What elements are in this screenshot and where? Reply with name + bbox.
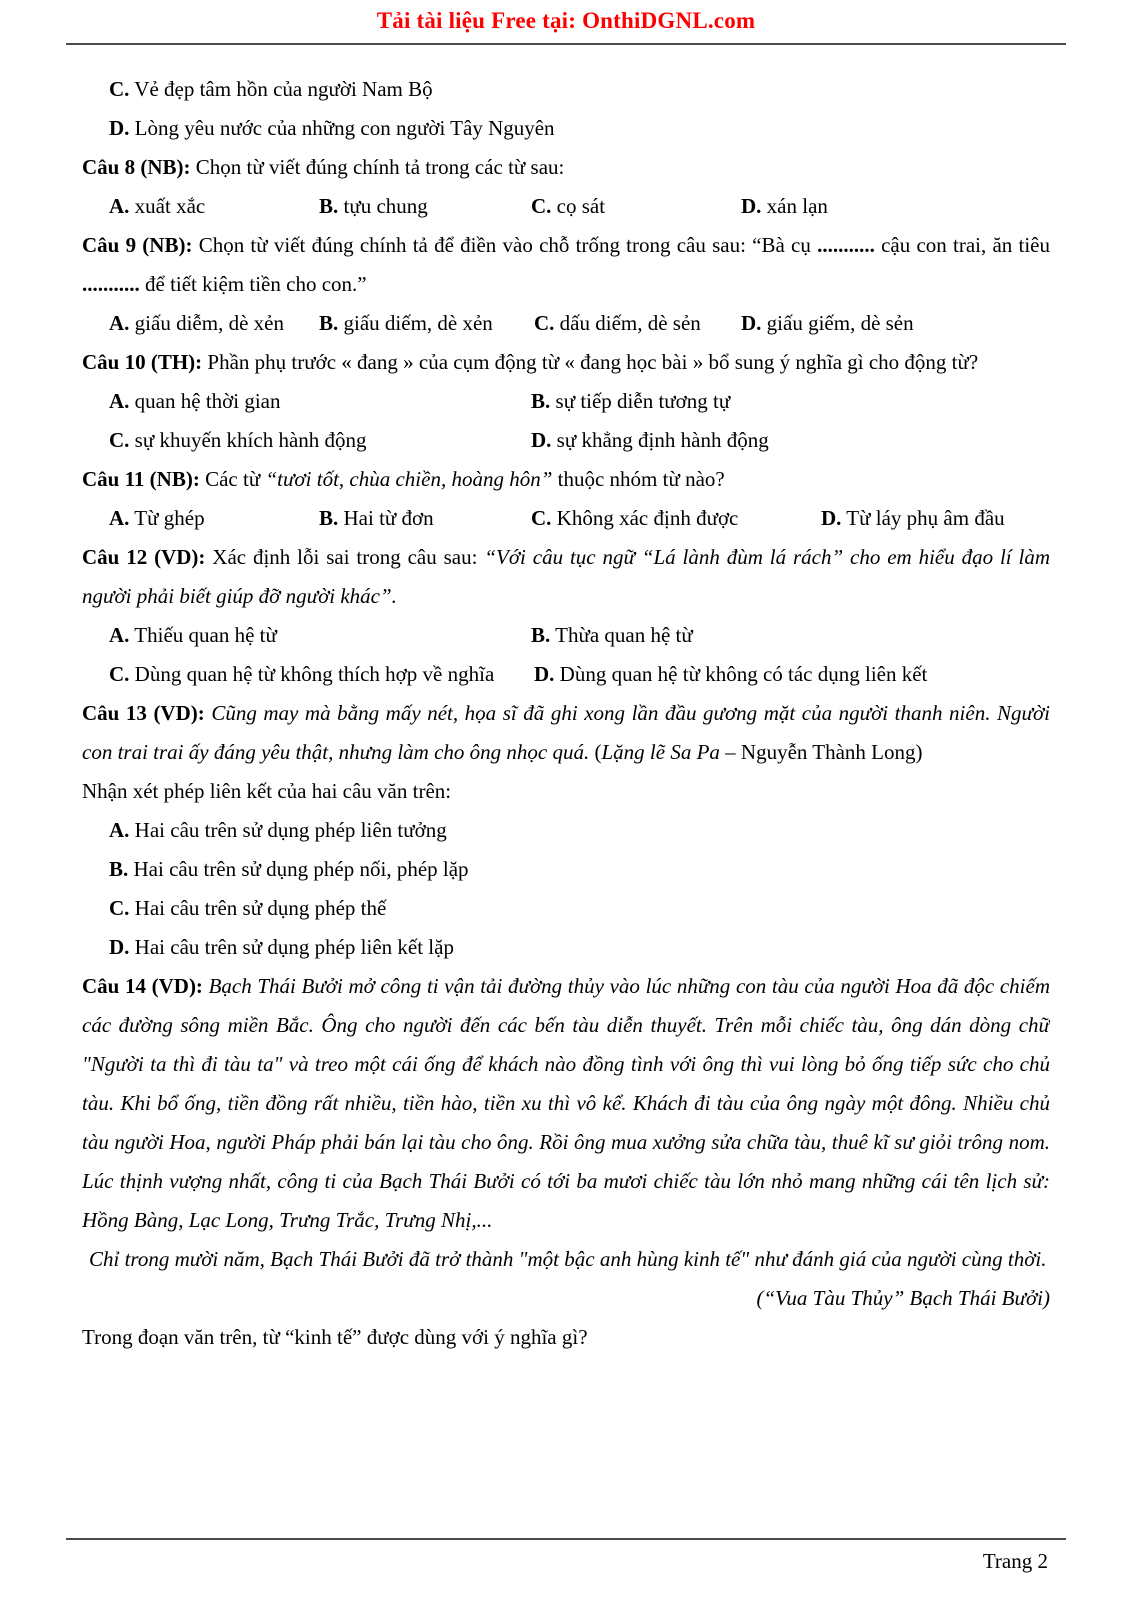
text-run: Câu 10 (TH):: [82, 350, 203, 374]
text-run: Câu 12 (VD):: [82, 545, 206, 569]
text-run: giấu giếm, dè sẻn: [761, 311, 914, 335]
text-run: A.: [109, 194, 130, 218]
text-run: D.: [109, 935, 130, 959]
question-13-option-c: [82, 889, 1050, 928]
text-run: Câu 13 (VD):: [82, 701, 205, 725]
question-13-prompt: [82, 772, 1050, 811]
text-run: Vẻ đẹp tâm hồn của người Nam Bộ: [129, 77, 433, 101]
text-run: Câu 14 (VD):: [82, 974, 203, 998]
text-run: ...........: [817, 233, 875, 257]
text-run: Trong đoạn văn trên, từ “kinh tế” được dùng với ý nghĩa gì?: [82, 1325, 588, 1349]
answer-option-c: [534, 304, 741, 343]
text-run: B.: [531, 389, 551, 413]
text-run: Câu 8 (NB):: [82, 155, 191, 179]
question-12-options-cd: [82, 655, 1050, 694]
text-run: Thừa quan hệ từ: [550, 623, 693, 647]
text-run: Lặng lẽ Sa Pa: [601, 740, 720, 764]
answer-option-b: [531, 382, 730, 421]
text-run: D.: [531, 428, 552, 452]
text-run: Câu 9 (NB):: [82, 233, 193, 257]
text-run: “tươi tốt, chùa chiền, hoàng hôn”: [265, 467, 553, 491]
text-run: Từ ghép: [129, 506, 205, 530]
text-run: B.: [319, 506, 339, 530]
text-run: D.: [109, 116, 130, 140]
page-number: Trang 2: [982, 1549, 1048, 1573]
text-run: (: [589, 740, 602, 764]
answer-option-c: [531, 187, 741, 226]
text-run: Chỉ trong mười năm, Bạch Thái Bưởi đã trở thành "một bậc anh hùng kinh tế" như đánh giá của người cùng thời.: [89, 1247, 1047, 1271]
text-run: C.: [534, 311, 555, 335]
text-run: Hai câu trên sử dụng phép nối, phép lặp: [128, 857, 469, 881]
text-run: Lòng yêu nước của những con người Tây Nguyên: [129, 116, 555, 140]
text-run: Nhận xét phép liên kết của hai câu văn trên:: [82, 779, 452, 803]
text-run: xuất xắc: [129, 194, 206, 218]
question-12-options-ab: [82, 616, 1050, 655]
answer-option-a: [109, 382, 531, 421]
answer-option-b: [319, 187, 531, 226]
text-run: A.: [109, 311, 130, 335]
answer-option-c: [531, 499, 821, 538]
text-run: B.: [531, 623, 551, 647]
text-run: D.: [741, 194, 762, 218]
text-run: tựu chung: [338, 194, 428, 218]
text-run: Hai câu trên sử dụng phép thế: [129, 896, 387, 920]
text-run: giấu diếm, dè xẻn: [338, 311, 493, 335]
text-run: Bạch Thái Bưởi mở công ti vận tải đường thủy vào lúc những con tàu của người Hoa đã độc chiếm các đường sông miền Bắc. Ông cho người đến các bến tàu diễn thuyết. Trên mỗi chiếc tàu, ông dán dòng chữ "Người ta thì đi tàu ta" và treo một cái ống để khách nào đồng tình với ông thì vui lòng bỏ ống tiếp sức cho chủ tàu. Khi bổ ống, tiền đồng rất nhiều, tiền hào, tiền xu thì vô kể. Khách đi tàu của ông ngày một đông. Nhiều chủ tàu người Hoa, người Pháp phải bán lại tàu cho ông. Rồi ông mua xưởng sửa chữa tàu, thuê kĩ sư giỏi trông nom. Lúc thịnh vượng nhất, công ti của Bạch Thái Bưởi có tới ba mươi chiếc tàu lớn nhỏ mang những cái tên lịch sử: Hồng Bàng, Lạc Long, Trưng Trắc, Trưng Nhị,...: [82, 974, 1050, 1232]
page-header: [82, 0, 1050, 34]
question-10: [82, 343, 1050, 382]
question-13-option-d: [82, 928, 1050, 967]
text-run: cậu con trai, ăn tiêu: [874, 233, 1050, 257]
question-14-passage-continued: [82, 1240, 1050, 1279]
text-run: ...........: [82, 272, 140, 296]
answer-option-d: [821, 499, 1005, 538]
passage-source: [82, 1279, 1050, 1318]
text-run: để tiết kiệm tiền cho con.”: [139, 272, 367, 296]
text-run: xán lạn: [761, 194, 828, 218]
text-run: Dùng quan hệ từ không có tác dụng liên kết: [554, 662, 928, 686]
answer-option-c-line: [82, 70, 1050, 109]
question-13-option-b: [82, 850, 1050, 889]
text-run: Phần phụ trước « đang » của cụm động từ « đang học bài » bổ sung ý nghĩa gì cho động từ?: [202, 350, 979, 374]
answer-option-d: [534, 655, 927, 694]
question-13-option-a: [82, 811, 1050, 850]
text-run: D.: [821, 506, 842, 530]
text-run: B.: [319, 194, 339, 218]
text-run: cọ sát: [551, 194, 606, 218]
question-9: [82, 226, 1050, 304]
text-run: Câu 11 (NB):: [82, 467, 200, 491]
question-9-options: [82, 304, 1050, 343]
text-run: C.: [109, 77, 130, 101]
answer-option-d: [741, 304, 914, 343]
text-run: C.: [531, 194, 552, 218]
text-run: thuộc nhóm từ nào?: [552, 467, 725, 491]
text-run: A.: [109, 818, 130, 842]
question-8: [82, 148, 1050, 187]
text-run: D.: [534, 662, 555, 686]
text-run: Hai câu trên sử dụng phép liên kết lặp: [129, 935, 454, 959]
text-run: Chọn từ viết đúng chính tả trong các từ sau:: [190, 155, 565, 179]
text-run: A.: [109, 389, 130, 413]
text-run: sự tiếp diễn tương tự: [550, 389, 731, 413]
answer-option-d-line: [82, 109, 1050, 148]
text-run: (“Vua Tàu Thủy” Bạch Thái Bưởi): [756, 1286, 1050, 1310]
text-run: Từ láy phụ âm đầu: [841, 506, 1005, 530]
header-title: Tải tài liệu Free tại: OnthiDGNL.com: [376, 8, 756, 33]
text-run: Cũng may mà bằng mấy nét, họa sĩ đã ghi xong lần đầu gương mặt của người thanh niên. Người con trai trai ấy đáng yêu thật, nhưng làm cho ông nhọc quá.: [82, 701, 1050, 764]
question-10-options-ab: [82, 382, 1050, 421]
page-footer: [82, 1538, 1050, 1600]
text-run: Chọn từ viết đúng chính tả để điền vào chỗ trống trong câu sau: “Bà cụ: [192, 233, 818, 257]
text-run: Xác định lỗi sai trong câu sau:: [205, 545, 485, 569]
question-14-prompt: [82, 1318, 1050, 1357]
document-body: [82, 45, 1050, 1538]
question-14: [82, 967, 1050, 1240]
text-run: Dùng quan hệ từ không thích hợp về nghĩa: [129, 662, 495, 686]
answer-option-b: [319, 499, 531, 538]
answer-option-b: [319, 304, 534, 343]
text-run: C.: [109, 428, 130, 452]
answer-option-a: [109, 187, 319, 226]
text-run: sự khẳng định hành động: [551, 428, 769, 452]
text-run: giấu diễm, dè xẻn: [129, 311, 284, 335]
question-12: [82, 538, 1050, 616]
answer-option-d: [741, 187, 828, 226]
text-run: – Nguyễn Thành Long): [719, 740, 923, 764]
question-11-options: [82, 499, 1050, 538]
text-run: C.: [531, 506, 552, 530]
answer-option-a: [109, 304, 319, 343]
answer-option-d: [531, 421, 769, 460]
question-13: [82, 694, 1050, 772]
answer-option-b: [531, 616, 693, 655]
text-run: Hai từ đơn: [338, 506, 434, 530]
text-run: Thiếu quan hệ từ: [129, 623, 277, 647]
text-run: dấu diếm, dè sẻn: [554, 311, 701, 335]
text-run: “Với câu tục ngữ “Lá lành đùm lá rách” cho em hiểu đạo lí làm người phải biết giúp đỡ người khác”.: [82, 545, 1050, 608]
text-run: C.: [109, 896, 130, 920]
text-run: B.: [109, 857, 129, 881]
answer-option-a: [109, 616, 531, 655]
text-run: quan hệ thời gian: [129, 389, 281, 413]
question-11: [82, 460, 1050, 499]
answer-option-a: [109, 499, 319, 538]
text-run: Không xác định được: [551, 506, 739, 530]
answer-option-c: [109, 421, 531, 460]
question-10-options-cd: [82, 421, 1050, 460]
text-run: A.: [109, 506, 130, 530]
text-run: C.: [109, 662, 130, 686]
text-run: B.: [319, 311, 339, 335]
question-8-options: [82, 187, 1050, 226]
text-run: Các từ: [199, 467, 266, 491]
text-run: A.: [109, 623, 130, 647]
text-run: D.: [741, 311, 762, 335]
text-run: Hai câu trên sử dụng phép liên tưởng: [129, 818, 447, 842]
text-run: sự khuyến khích hành động: [129, 428, 367, 452]
answer-option-c: [109, 655, 534, 694]
